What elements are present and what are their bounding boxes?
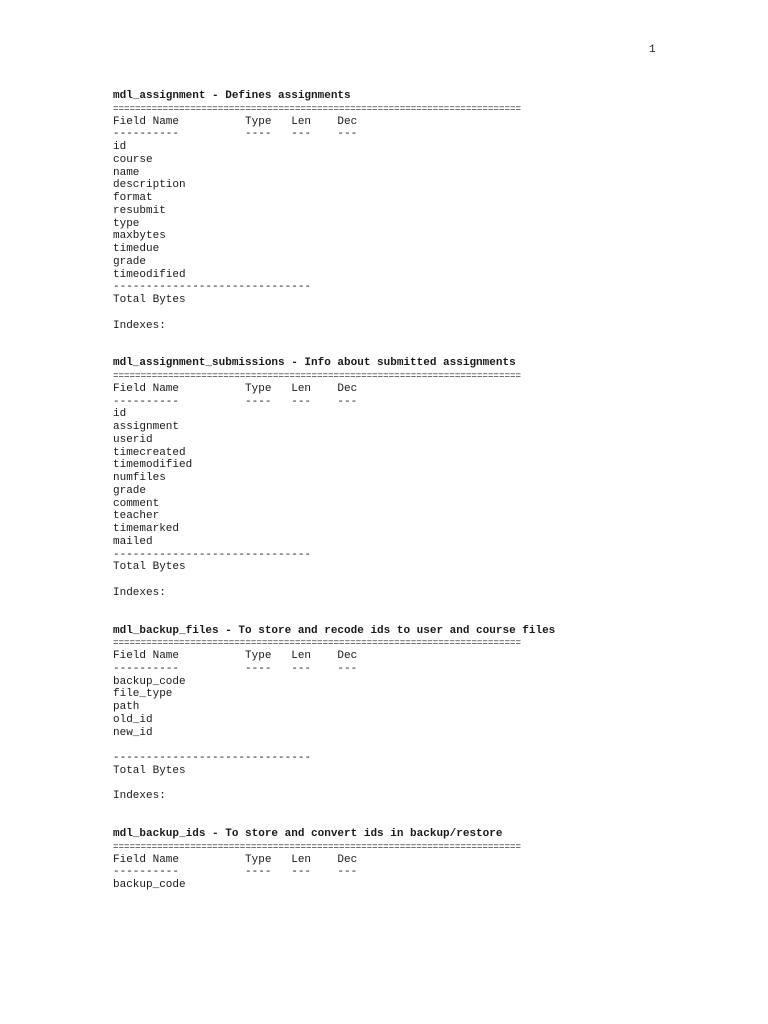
table-definition-assignment-submissions [113,357,613,599]
table-title: mdl_backup_ids - To store and convert ids in backup/restore [113,828,503,840]
table-title: mdl_assignment - Defines assignments [113,90,351,102]
field-name: resubmit [113,204,166,217]
document-content [113,90,613,917]
field-name: description [113,179,186,192]
spacer [113,307,613,320]
field-name: file_type [113,688,173,701]
indexes-label: Indexes: [113,319,166,332]
indexes-label: Indexes: [113,790,166,803]
header-underline: ---------- ---- --- --- [113,395,358,408]
field-name: format [113,192,153,204]
field-name: timecreated [113,446,186,459]
field-name: path [113,701,140,713]
field-name: numfiles [113,472,166,484]
double-rule: ========================================================================== [113,637,521,649]
field-name: backup_code [113,879,186,891]
field-name: type [113,217,140,230]
double-rule: ========================================================================== [113,840,521,852]
field-name: name [113,166,140,179]
field-name: grade [113,255,147,268]
table-definition-backup-files [113,625,613,804]
indexes-label: Indexes: [113,586,166,599]
total-bytes-label: Total Bytes [113,764,186,777]
field-name: grade [113,484,147,497]
spacer [113,574,613,587]
table-definition-backup-ids [113,828,613,892]
table-title: mdl_backup_files - To store and recode ids to user and course files [113,624,556,637]
field-name: userid [113,433,153,446]
field-name: maxbytes [113,230,166,243]
double-rule: ========================================================================== [113,370,521,381]
column-header: Field Name Type Len Dec [113,650,358,662]
table-title: mdl_assignment_submissions - Info about submitted assignments [113,357,516,370]
field-name: comment [113,497,160,510]
header-underline: ---------- ---- --- --- [113,662,358,675]
field-name: id [113,408,127,421]
column-header: Field Name Type Len Dec [113,115,358,128]
header-underline: ---------- ---- --- --- [113,866,358,879]
field-name: timedue [113,243,160,255]
total-rule: ------------------------------ [113,752,312,764]
table-definition-assignment [113,90,613,332]
field-name: timemarked [113,523,180,535]
column-header: Field Name Type Len Dec [113,853,358,866]
total-rule: ------------------------------ [113,548,312,561]
column-header: Field Name Type Len Dec [113,382,358,395]
double-rule: ========================================================================== [113,102,521,114]
field-name: id [113,141,127,153]
field-name: old_id [113,713,153,726]
total-rule: ------------------------------ [113,281,312,294]
header-underline: ---------- ---- --- --- [113,128,358,141]
field-name: mailed [113,535,153,548]
field-name: new_id [113,726,153,739]
spacer [113,739,613,752]
field-name: backup_code [113,675,186,688]
total-bytes-label: Total Bytes [113,561,186,574]
field-name: assignment [113,421,180,433]
field-name: teacher [113,510,160,523]
field-name: course [113,153,153,166]
field-name: timemodified [113,459,193,472]
page-number: 1 [649,44,656,56]
total-bytes-label: Total Bytes [113,294,186,306]
field-name: timeodified [113,268,186,281]
spacer [113,778,613,791]
